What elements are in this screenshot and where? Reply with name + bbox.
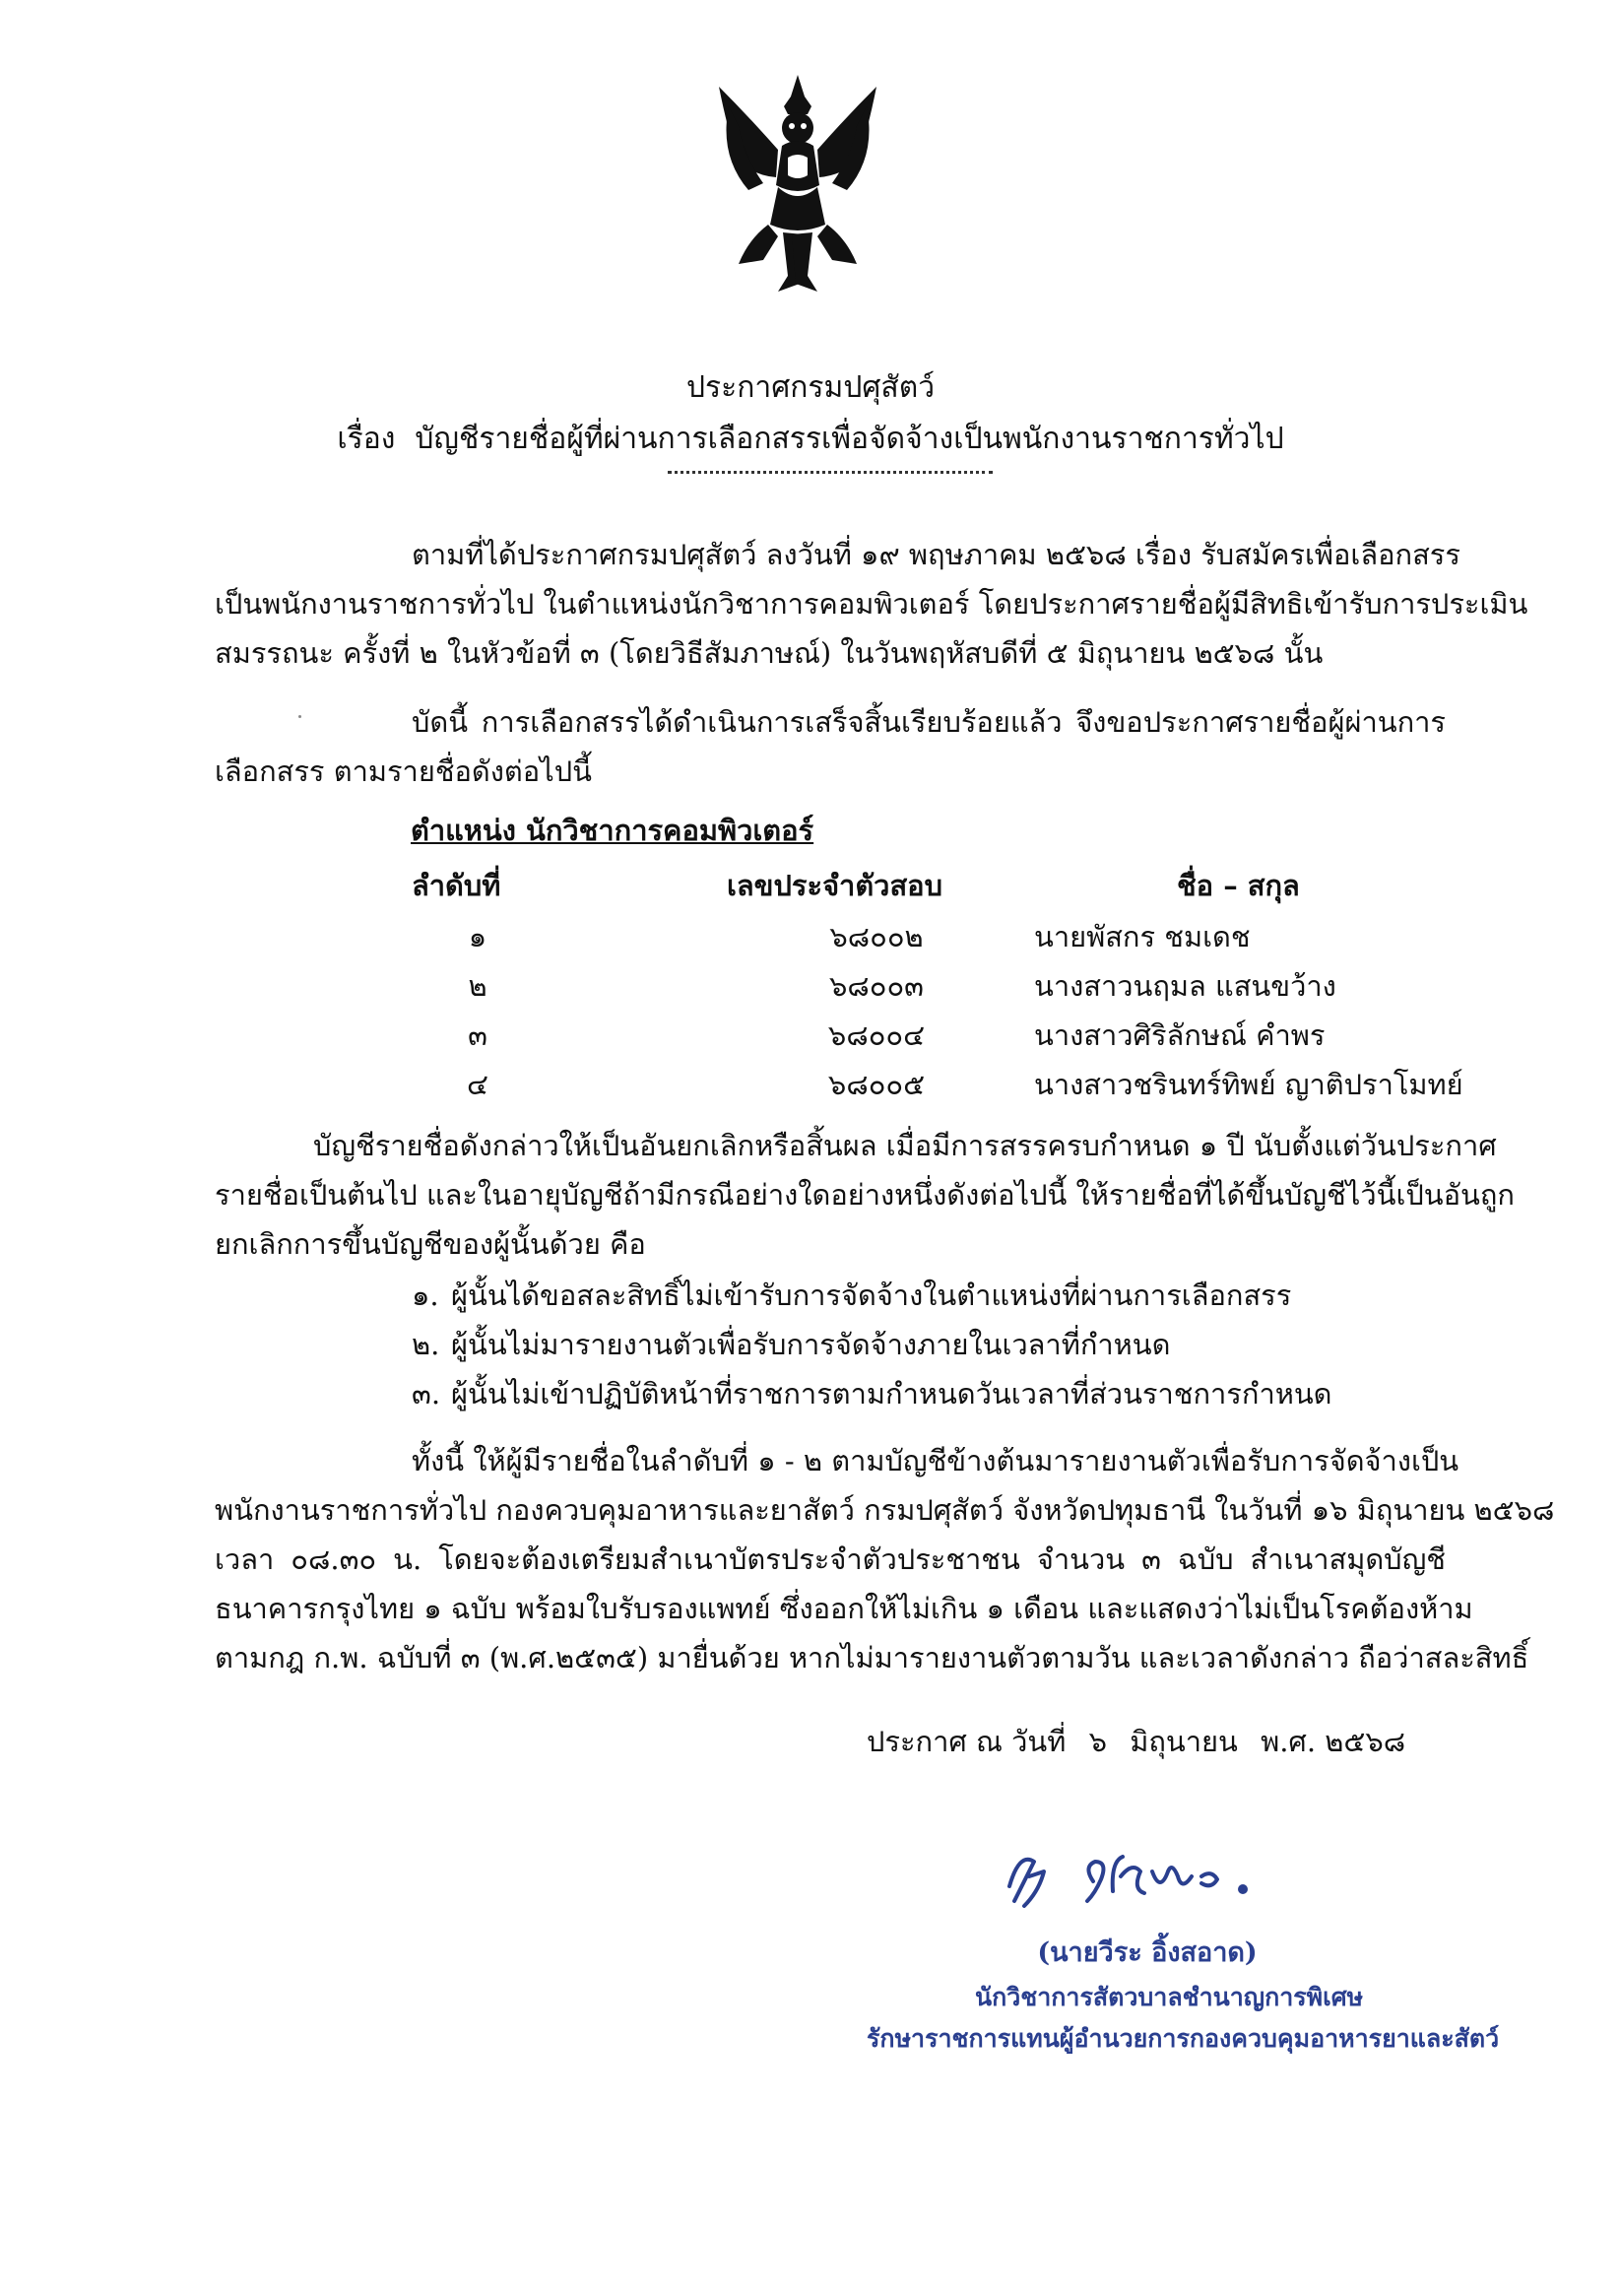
subject-label: เรื่อง <box>337 422 396 456</box>
condition-text: ผู้นั้นได้ขอสละสิทธิ์ไม่เข้ารับการจัดจ้างในตำแหน่งที่ผ่านการเลือกสรร <box>451 1279 1292 1312</box>
paragraph-4-line-1: ทั้งนี้ ให้ผู้มีรายชื่อในลำดับที่ ๑ - ๒ ตามบัญชีข้างต้นมารายงานตัวเพื่อรับการจัดจ้างเป็น <box>412 1444 1459 1477</box>
announcement-date <box>867 1719 1419 1764</box>
row-name: นางสาวศิริลักษณ์ คำพร <box>1034 1018 1326 1052</box>
row-exam-id: ๖๘๐๐๓ <box>828 969 924 1003</box>
table-header-order: ลำดับที่ <box>412 869 501 902</box>
paragraph-4-line-2: พนักงานราชการทั่วไป กองควบคุมอาหารและยาสัตว์ กรมปศุสัตว์ จังหวัดปทุมธานี ในวันที่ ๑๖ มิถุนายน ๒๕๖๘ <box>215 1493 1555 1527</box>
paragraph-2-line-1: บัดนี้ การเลือกสรรได้ดำเนินการเสร็จสิ้นเรียบร้อยแล้ว จึงขอประกาศรายชื่อผู้ผ่านการ <box>412 705 1446 739</box>
condition-item <box>412 1322 1170 1367</box>
announcement-subject <box>0 416 1621 462</box>
row-exam-id: ๖๘๐๐๔ <box>827 1018 926 1052</box>
subject-text: บัญชีรายชื่อผู้ที่ผ่านการเลือกสรรเพื่อจัดจ้างเป็นพนักงานราชการทั่วไป <box>415 422 1284 456</box>
table-header-exam-id: เลขประจำตัวสอบ <box>727 869 942 902</box>
paragraph-3-line-2: รายชื่อเป็นต้นไป และในอายุบัญชีถ้ามีกรณีอย่างใดอย่างหนึ่งดังต่อไปนี้ ให้รายชื่อที่ได้ขึ้นบัญชีไว้นี้เป็นอันถูก <box>215 1178 1515 1212</box>
paragraph-1-line-3: สมรรถนะ ครั้งที่ ๒ ในหัวข้อที่ ๓ (โดยวิธีสัมภาษณ์) ในวันพฤหัสบดีที่ ๕ มิถุนายน ๒๕๖๘ นั้น <box>215 636 1324 670</box>
date-prefix: ประกาศ ณ วันที่ <box>867 1725 1067 1758</box>
condition-number: ๒. <box>412 1328 440 1361</box>
paragraph-4-line-5: ตามกฎ ก.พ. ฉบับที่ ๓ (พ.ศ.๒๕๓๕) มายื่นด้วย หากไม่มารายงานตัวตามวัน และเวลาดังกล่าว ถือว่าสละสิทธิ์ <box>215 1641 1529 1674</box>
condition-text: ผู้นั้นไม่มารายงานตัวเพื่อรับการจัดจ้างภายในเวลาที่กำหนด <box>451 1328 1171 1361</box>
table-header-name: ชื่อ – สกุล <box>1177 869 1300 902</box>
row-exam-id: ๖๘๐๐๒ <box>829 920 924 953</box>
row-exam-id: ๖๘๐๐๕ <box>827 1068 926 1101</box>
paragraph-3-line-3: ยกเลิกการขึ้นบัญชีของผู้นั้นด้วย คือ <box>215 1227 646 1261</box>
condition-number: ๑. <box>412 1279 439 1312</box>
row-order: ๒ <box>468 969 487 1003</box>
condition-item <box>412 1371 1332 1416</box>
scan-speck <box>298 715 301 718</box>
position-title: ตำแหน่ง นักวิชาการคอมพิวเตอร์ <box>411 814 814 847</box>
garuda-emblem-icon <box>709 67 886 298</box>
date-day: ๖ <box>1088 1725 1108 1758</box>
date-month: มิถุนายน <box>1130 1725 1238 1758</box>
condition-item <box>412 1273 1291 1318</box>
paragraph-4-line-4: ธนาคารกรุงไทย ๑ ฉบับ พร้อมใบรับรองแพทย์ ซึ่งออกให้ไม่เกิน ๑ เดือน และแสดงว่าไม่เป็นโรคต้องห้าม <box>215 1592 1473 1625</box>
row-order: ๑ <box>468 920 487 953</box>
paragraph-3-line-1: บัญชีรายชื่อดังกล่าวให้เป็นอันยกเลิกหรือสิ้นผล เมื่อมีการสรรครบกำหนด ๑ ปี นับตั้งแต่วันประกาศ <box>313 1129 1497 1162</box>
paragraph-1-line-1: ตามที่ได้ประกาศกรมปศุสัตว์ ลงวันที่ ๑๙ พฤษภาคม ๒๕๖๘ เรื่อง รับสมัครเพื่อเลือกสรร <box>412 538 1460 571</box>
date-year: พ.ศ. ๒๕๖๘ <box>1261 1725 1406 1758</box>
dotted-divider <box>668 471 993 474</box>
row-order: ๔ <box>467 1068 488 1101</box>
paragraph-2-line-2: เลือกสรร ตามรายชื่อดังต่อไปนี้ <box>215 754 592 788</box>
handwritten-signature <box>985 1832 1300 1921</box>
paragraph-1-line-2: เป็นพนักงานราชการทั่วไป ในตำแหน่งนักวิชาการคอมพิวเตอร์ โดยประกาศรายชื่อผู้มีสิทธิเข้ารับการประเมิน <box>215 587 1528 621</box>
condition-text: ผู้นั้นไม่เข้าปฏิบัติหน้าที่ราชการตามกำหนดวันเวลาที่ส่วนราชการกำหนด <box>451 1377 1332 1410</box>
announcement-title: ประกาศกรมปศุสัตว์ <box>685 370 936 405</box>
row-name: นายพัสกร ชมเดช <box>1034 920 1251 953</box>
row-name: นางสาวนฤมล แสนขว้าง <box>1034 969 1336 1003</box>
signer-name: (นายวีระ อิ้งสอาด) <box>1037 1937 1258 1968</box>
paragraph-4-line-3: เวลา ๐๘.๓๐ น. โดยจะต้องเตรียมสำเนาบัตรประจำตัวประชาชน จำนวน ๓ ฉบับ สำเนาสมุดบัญชี <box>215 1542 1446 1576</box>
condition-number: ๓. <box>412 1377 441 1410</box>
row-name: นางสาวชรินทร์ทิพย์ ญาติปราโมทย์ <box>1034 1068 1463 1101</box>
row-order: ๓ <box>468 1018 487 1052</box>
signer-position-1: นักวิชาการสัตวบาลชำนาญการพิเศษ <box>975 1983 1364 2011</box>
signer-position-2: รักษาราชการแทนผู้อำนวยการกองควบคุมอาหารยาและสัตว์ <box>867 2024 1500 2053</box>
